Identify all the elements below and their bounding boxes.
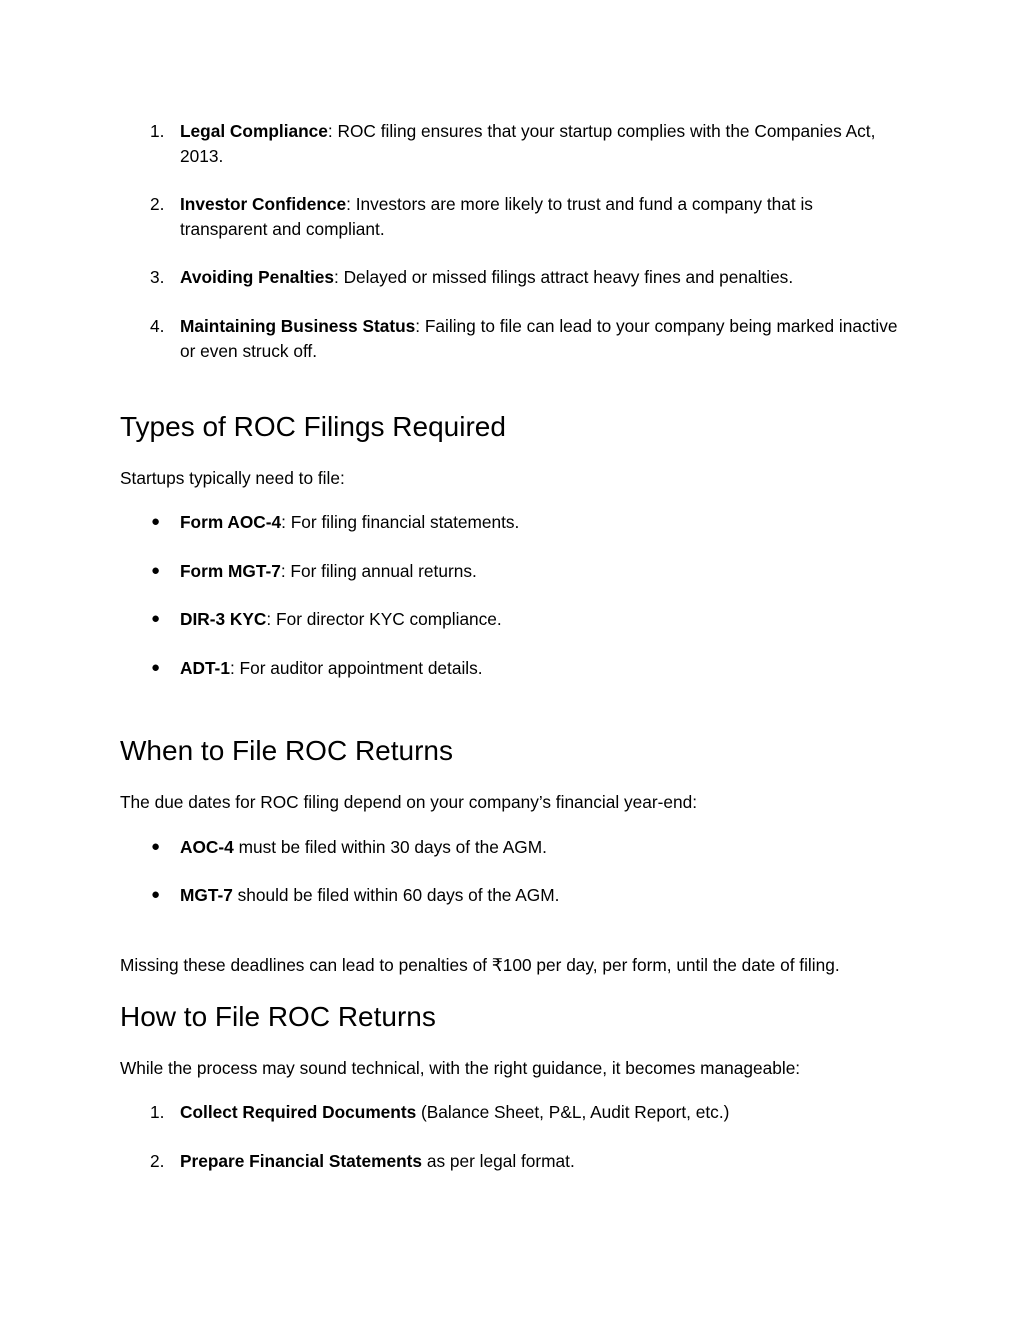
list-item-term: Avoiding Penalties — [180, 267, 334, 287]
bullet-icon: ● — [151, 513, 161, 530]
list-item-term: Investor Confidence — [180, 194, 347, 214]
section-heading: Types of ROC Filings Required — [120, 411, 506, 442]
section-intro: Startups typically need to file: — [120, 468, 345, 488]
list-number: 4. — [150, 316, 165, 336]
list-item-term: AOC-4 — [180, 837, 234, 857]
list-item-text — [180, 192, 900, 241]
penalty-note: Missing these deadlines can lead to penalties of ₹100 per day, per form, until the date of filing. — [120, 955, 840, 975]
section-heading: How to File ROC Returns — [120, 1001, 436, 1032]
list-number: 2. — [150, 1151, 165, 1171]
list-item-description: as per legal format. — [422, 1151, 575, 1171]
bullet-icon: ● — [151, 562, 161, 579]
list-item-term: Form AOC-4 — [180, 512, 282, 532]
list-item-text — [180, 314, 900, 363]
list-item-description: (Balance Sheet, P&L, Audit Report, etc.) — [416, 1102, 730, 1122]
list-item-term: Form MGT-7 — [180, 561, 281, 581]
bullet-icon: ● — [151, 838, 161, 855]
list-number: 1. — [150, 1102, 165, 1122]
list-item-text — [180, 1100, 900, 1125]
bullet-icon: ● — [151, 886, 161, 903]
section-heading: When to File ROC Returns — [120, 735, 453, 766]
list-item-description: : For filing annual returns. — [280, 561, 477, 581]
list-item-description: : For auditor appointment details. — [229, 658, 483, 678]
list-item-description: : Investors are more likely to trust and fund a company that is transparent and compliant. — [180, 194, 813, 239]
list-item-text — [180, 607, 900, 632]
bullet-icon: ● — [151, 610, 161, 627]
list-item-description: should be filed within 60 days of the AGM. — [232, 885, 560, 905]
list-item-text — [180, 835, 900, 860]
list-item-description: : For filing financial statements. — [281, 512, 520, 532]
section-intro: While the process may sound technical, with the right guidance, it becomes manageable: — [120, 1058, 801, 1078]
bullet-icon: ● — [151, 659, 161, 676]
list-item-text — [180, 656, 900, 681]
list-item-text — [180, 883, 900, 908]
list-item-description: must be filed within 30 days of the AGM. — [233, 837, 547, 857]
list-item-term: Collect Required Documents — [180, 1102, 417, 1122]
list-item-term: Prepare Financial Statements — [180, 1151, 423, 1171]
list-item-term: MGT-7 — [180, 885, 233, 905]
section-intro: The due dates for ROC filing depend on your company’s financial year-end: — [120, 792, 698, 812]
list-item-description: : Failing to file can lead to your company being marked inactive or even struck off. — [180, 316, 898, 361]
list-item-term: Legal Compliance — [180, 121, 328, 141]
list-item-description: : ROC filing ensures that your startup complies with the Companies Act, 2013. — [180, 121, 876, 166]
list-item-text — [180, 559, 900, 584]
list-number: 1. — [150, 121, 165, 141]
list-number: 3. — [150, 267, 165, 287]
list-item-term: Maintaining Business Status — [180, 316, 416, 336]
list-item-text — [180, 1149, 900, 1174]
list-item-description: : Delayed or missed filings attract heavy fines and penalties. — [333, 267, 794, 287]
list-item-term: DIR-3 KYC — [180, 609, 267, 629]
list-item-text — [180, 265, 900, 290]
list-item-text — [180, 119, 900, 168]
list-item-description: : For director KYC compliance. — [266, 609, 502, 629]
list-item-term: ADT-1 — [180, 658, 230, 678]
list-item-text — [180, 510, 900, 535]
list-number: 2. — [150, 194, 165, 214]
